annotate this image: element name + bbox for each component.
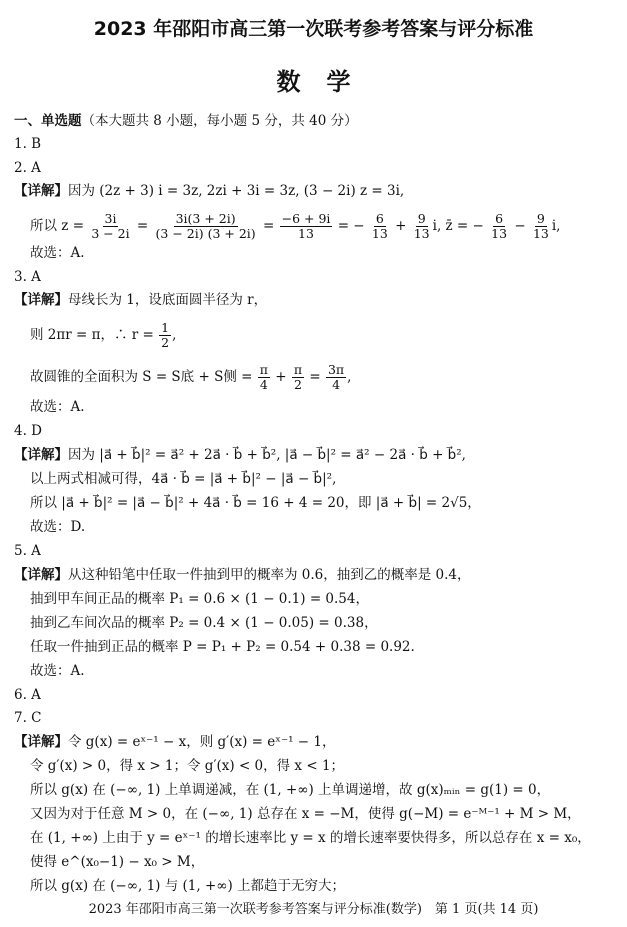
denominator: 4 bbox=[259, 377, 268, 392]
detail-tag: 【详解】 bbox=[14, 734, 68, 750]
question-7: 7. C bbox=[14, 710, 42, 726]
denominator: 13 bbox=[298, 226, 314, 241]
q4-detail-line-2: 以上两式相减可得，4a⃗ · b⃗ = |a⃗ + b⃗|² − |a⃗ − b⃗|², bbox=[30, 471, 337, 487]
fraction bbox=[292, 363, 304, 392]
q3-choice: 故选：A. bbox=[30, 399, 85, 415]
denominator: 3 − 2i bbox=[91, 226, 130, 241]
q5-detail-line-3: 抽到乙车间次品的概率 P₂ = 0.4 × (1 − 0.05) = 0.38， bbox=[30, 615, 378, 631]
q2-text-1: 因为 (2z + 3) i = 3z, 2zi + 3i = 3z, (3 − 2i) z = 3i, bbox=[68, 183, 405, 199]
fraction bbox=[159, 321, 171, 350]
detail-tag: 【详解】 bbox=[14, 183, 68, 199]
q7-detail-line-7: 所以 g(x) 在 (−∞, 1) 与 (1, +∞) 上都趋于无穷大； bbox=[30, 878, 346, 894]
q5-text-1: 从这种铅笔中任取一件抽到甲的概率为 0.6，抽到乙的概率是 0.4， bbox=[68, 567, 471, 583]
q4-detail-line-3: 所以 |a⃗ + b⃗|² = |a⃗ − b⃗|² + 4a⃗ · b⃗ = 16 + 4 = 20，即 |a⃗ + b⃗| = 2√5， bbox=[30, 495, 481, 511]
numerator: 6 bbox=[375, 211, 384, 226]
denominator: 13 bbox=[371, 226, 388, 241]
q3-text-3: 故圆锥的全面积为 S = S底 + S侧 = bbox=[30, 369, 253, 385]
numerator: 3i(3 + 2i) bbox=[175, 211, 236, 226]
subject-title: 数学 bbox=[276, 68, 377, 96]
q5-detail-line-1 bbox=[14, 566, 471, 584]
q5-choice: 故选：A. bbox=[30, 663, 85, 679]
q7-detail-line-4: 又因为对于任意 M > 0，在 (−∞, 1) 总存在 x = −M，使得 g(−M) = e⁻ᴹ⁻¹ + M > M， bbox=[30, 806, 581, 822]
numerator: 3π bbox=[327, 362, 345, 377]
q5-detail-line-2: 抽到甲车间正品的概率 P₁ = 0.6 × (1 − 0.1) = 0.54， bbox=[30, 591, 369, 607]
q4-detail-line-1 bbox=[14, 446, 466, 464]
q5-detail-line-4: 任取一件抽到正品的概率 P = P₁ + P₂ = 0.54 + 0.38 = 0.92. bbox=[30, 639, 415, 655]
fraction bbox=[154, 212, 258, 241]
q2-choice: 故选：A. bbox=[30, 245, 85, 261]
q7-text-1: 令 g(x) = eˣ⁻¹ − x，则 g′(x) = eˣ⁻¹ − 1， bbox=[68, 734, 336, 750]
question-2: 2. A bbox=[14, 160, 41, 176]
q7-detail-line-3: 所以 g(x) 在 (−∞, 1) 上单调递减，在 (1, +∞) 上单调递增，故 g(x)ₘᵢₙ = g(1) = 0， bbox=[30, 782, 551, 798]
numerator: 9 bbox=[536, 211, 545, 226]
q4-choice: 故选：D. bbox=[30, 519, 86, 535]
q7-detail-line-1 bbox=[14, 733, 336, 751]
numerator: π bbox=[293, 362, 303, 377]
q7-detail-line-6: 使得 e^(x₀−1) − x₀ > M， bbox=[30, 854, 205, 870]
denominator: 2 bbox=[293, 377, 302, 392]
detail-tag: 【详解】 bbox=[14, 292, 68, 308]
denominator: 13 bbox=[413, 226, 430, 241]
numerator: 6 bbox=[495, 211, 504, 226]
q4-text-1: 因为 |a⃗ + b⃗|² = a⃗² + 2a⃗ · b⃗ + b⃗², |a⃗ − b⃗|² = a⃗² − 2a⃗ · b⃗ + b⃗², bbox=[68, 447, 466, 463]
fraction bbox=[280, 212, 333, 241]
section-heading: 一、单选题 bbox=[14, 113, 82, 129]
q3-detail-line-2: 则 2πr = π，∴ r = $\frac{1}{2}$ , bbox=[30, 320, 177, 350]
fraction bbox=[489, 212, 509, 241]
denominator: (3 − 2i) (3 + 2i) bbox=[155, 226, 256, 241]
fraction bbox=[412, 212, 432, 241]
q3-text-1: 母线长为 1，设底面圆半径为 r， bbox=[68, 292, 268, 308]
question-1: 1. B bbox=[14, 136, 42, 152]
section-note: （本大题共 8 小题，每小题 5 分，共 40 分） bbox=[81, 113, 358, 129]
q2-text-2: 所以 z = bbox=[30, 218, 85, 234]
q2-detail-line-2: 所以 z = $\frac{3i}{3 - 2i}$ = $\frac{3i(3 + 2i)}{(3 - 2i) (3 + 2i)}$ = $\frac{-6 + 9i}{13}$ = − $\frac{6}{13}$ + $\frac{9}{13}$ i, z̄ = − $\frac{6}{13}$ − $\frac{9}{13}$ i, bbox=[30, 211, 561, 241]
q3-detail-line-1 bbox=[14, 291, 267, 309]
fraction bbox=[258, 363, 270, 392]
fraction bbox=[370, 212, 390, 241]
question-3: 3. A bbox=[14, 269, 41, 285]
fraction bbox=[531, 212, 551, 241]
question-4: 4. D bbox=[14, 423, 42, 439]
question-5: 5. A bbox=[14, 543, 41, 559]
numerator: 1 bbox=[161, 320, 170, 335]
numerator: 3i bbox=[104, 211, 117, 226]
q2-end: i, bbox=[551, 218, 561, 234]
fraction bbox=[326, 363, 346, 392]
detail-tag: 【详解】 bbox=[14, 447, 68, 463]
q2-zbar: i, z̄ = − bbox=[432, 218, 484, 234]
q7-detail-line-5: 在 (1, +∞) 上由于 y = eˣ⁻¹ 的增长速率比 y = x 的增长速率要快得多，所以总存在 x = x₀， bbox=[30, 830, 591, 846]
q7-detail-line-2: 令 g′(x) > 0，得 x > 1；令 g′(x) < 0，得 x < 1； bbox=[30, 758, 345, 774]
question-6: 6. A bbox=[14, 687, 41, 703]
numerator: −6 + 9i bbox=[281, 211, 331, 226]
denominator: 13 bbox=[491, 226, 508, 241]
numerator: π bbox=[259, 362, 268, 377]
denominator: 13 bbox=[532, 226, 549, 241]
document-title: 2023 年邵阳市高三第一次联考参考答案与评分标准 bbox=[93, 18, 534, 40]
numerator: 9 bbox=[417, 211, 426, 226]
q3-text-2: 则 2πr = π，∴ r = bbox=[30, 327, 154, 343]
q3-detail-line-3: 故圆锥的全面积为 S = S底 + S侧 = $\frac{\pi}{4}$ + $\frac{\pi}{2}$ = $\frac{3\pi}{4}$ , bbox=[30, 362, 352, 392]
q2-detail-line-1 bbox=[14, 182, 404, 200]
denominator: 2 bbox=[161, 335, 170, 350]
section-heading-line bbox=[14, 112, 358, 130]
detail-tag: 【详解】 bbox=[14, 567, 68, 583]
denominator: 4 bbox=[332, 377, 341, 392]
page-footer: 2023 年邵阳市高三第一次联考参考答案与评分标准(数学) 第 1 页(共 14 页) bbox=[88, 902, 539, 917]
fraction bbox=[89, 212, 131, 241]
